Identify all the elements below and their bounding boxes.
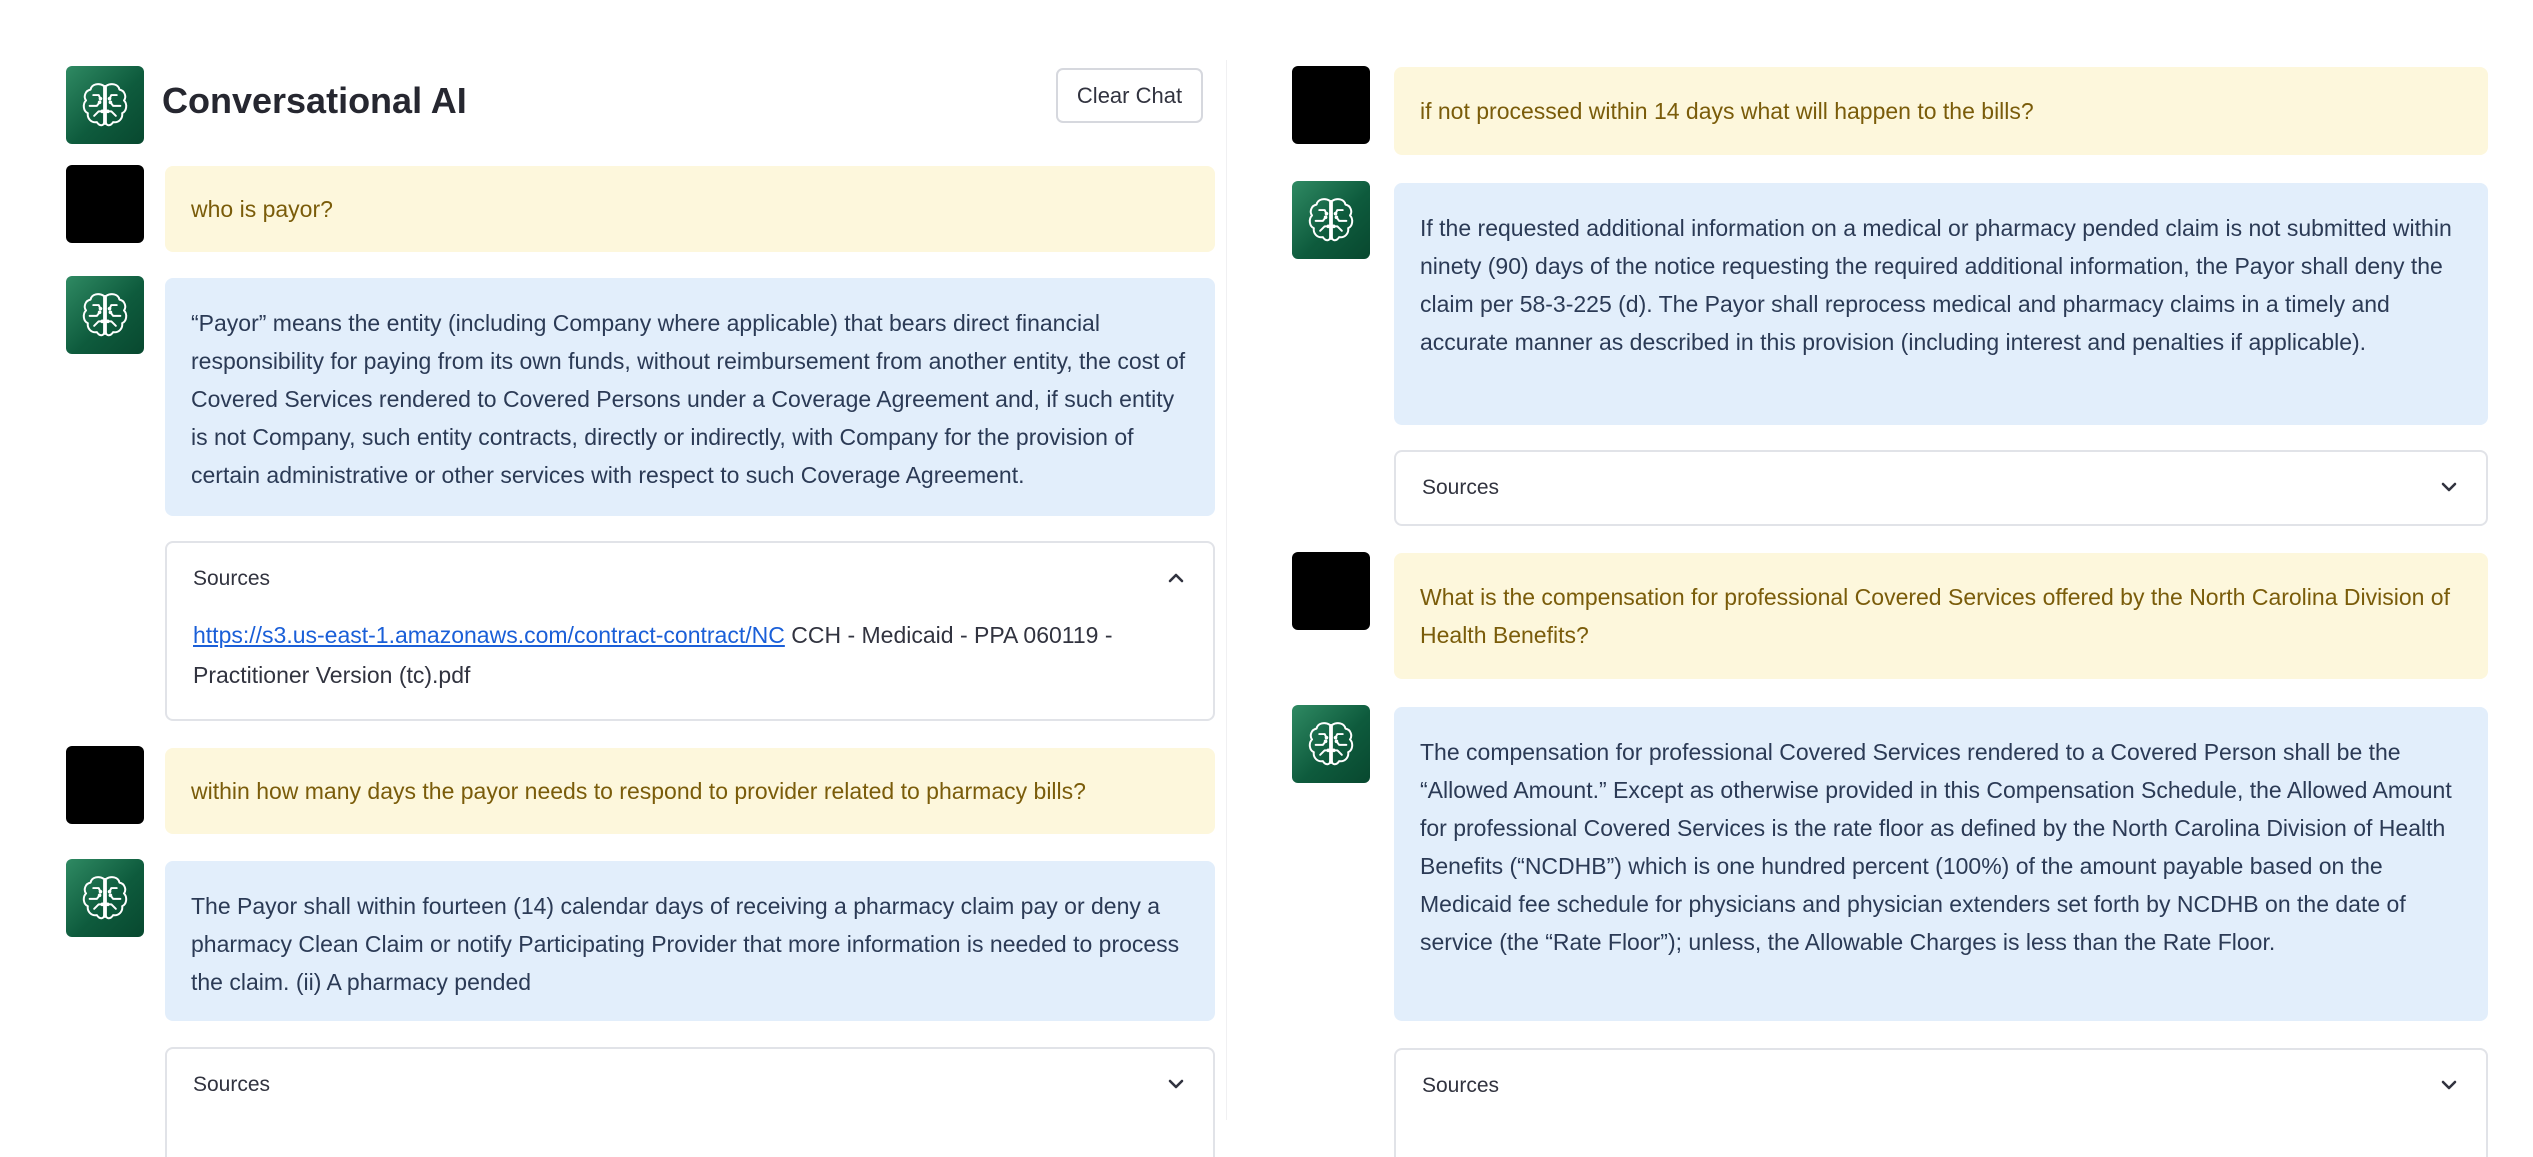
user-message: if not processed within 14 days what will happen to the bills? xyxy=(1394,67,2488,155)
user-message: within how many days the payor needs to respond to provider related to pharmacy bills? xyxy=(165,748,1215,834)
assistant-avatar xyxy=(1292,181,1370,259)
assistant-message: The Payor shall within fourteen (14) calendar days of receiving a pharmacy claim pay or deny a pharmacy Clean Claim or notify Participating Provider that more information is needed to process the claim. (ii) A pharmacy pended xyxy=(165,861,1215,1021)
brain-icon xyxy=(77,287,133,343)
sources-content xyxy=(193,615,1187,695)
app-logo-avatar xyxy=(66,66,144,144)
sources-toggle[interactable] xyxy=(193,543,270,615)
assistant-message: “Payor” means the entity (including Company where applicable) that bears direct financial responsibility for paying from its own funds, without reimbursement from another entity, the cost of Covered Services rendered to Covered Persons under a Coverage Agreement and, if such entity is not Company, such entity contracts, directly or indirectly, with Company for the provision of certain administrative or other services with respect to such Coverage Agreement. xyxy=(165,278,1215,516)
page-title: Conversational AI xyxy=(162,80,467,121)
user-message: who is payor? xyxy=(165,166,1215,252)
user-avatar xyxy=(66,746,144,824)
sources-label: Sources xyxy=(193,1073,271,1096)
assistant-message: If the requested additional information on a medical or pharmacy pended claim is not submitted within ninety (90) days of the notice requesting the required additional information, the Payor shall deny the claim per 58-3-225 (d). The Payor shall reprocess medical and pharmacy claims in a timely and accurate manner as described in this provision (including interest and penalties if applicable). xyxy=(1394,183,2488,425)
sources-expander xyxy=(165,1047,1215,1157)
right-chat-panel xyxy=(1226,0,2533,1157)
user-avatar xyxy=(66,165,144,243)
chevron-up-icon[interactable] xyxy=(1165,567,1187,589)
sources-expander xyxy=(165,541,1215,721)
sources-toggle[interactable] xyxy=(193,1049,270,1121)
brain-icon xyxy=(1303,716,1359,772)
sources-label: Sources xyxy=(193,567,271,590)
user-avatar xyxy=(1292,66,1370,144)
brain-icon xyxy=(77,870,133,926)
user-message: What is the compensation for professional Covered Services offered by the North Carolina Division of Health Benefits? xyxy=(1394,553,2488,679)
source-link[interactable]: https://s3.us-east-1.amazonaws.com/contract-contract/NC xyxy=(193,622,785,648)
sources-toggle[interactable] xyxy=(1422,452,1499,524)
sources-toggle[interactable] xyxy=(1422,1050,1499,1122)
sources-label: Sources xyxy=(1422,1074,1500,1097)
chevron-down-icon[interactable] xyxy=(1165,1073,1187,1095)
source-filename: CCH - Medicaid - PPA 060119 - Practitioner Version (tc).pdf xyxy=(193,622,1113,688)
clear-chat-button[interactable]: Clear Chat xyxy=(1056,68,1203,123)
sources-label: Sources xyxy=(1422,476,1500,499)
assistant-avatar xyxy=(66,859,144,937)
user-avatar xyxy=(1292,552,1370,630)
sources-expander xyxy=(1394,1048,2488,1157)
assistant-avatar xyxy=(1292,705,1370,783)
brain-icon xyxy=(1303,192,1359,248)
brain-icon xyxy=(77,77,133,133)
left-chat-panel xyxy=(0,0,1226,1157)
assistant-avatar xyxy=(66,276,144,354)
assistant-message: The compensation for professional Covered Services rendered to a Covered Person shall be the “Allowed Amount.” Except as otherwise provided in this Compensation Schedule, the Allowed Amount for professional Covered Services is the rate floor as defined by the North Carolina Division of Health Benefits (“NCDHB”) which is one hundred percent (100%) of the amount payable based on the Medicaid fee schedule for physicians and physician extenders set forth by NCDHB on the date of service (the “Rate Floor”); unless, the Allowable Charges is less than the Rate Floor. xyxy=(1394,707,2488,1021)
chevron-down-icon[interactable] xyxy=(2438,1074,2460,1096)
chevron-down-icon[interactable] xyxy=(2438,476,2460,498)
sources-expander xyxy=(1394,450,2488,526)
